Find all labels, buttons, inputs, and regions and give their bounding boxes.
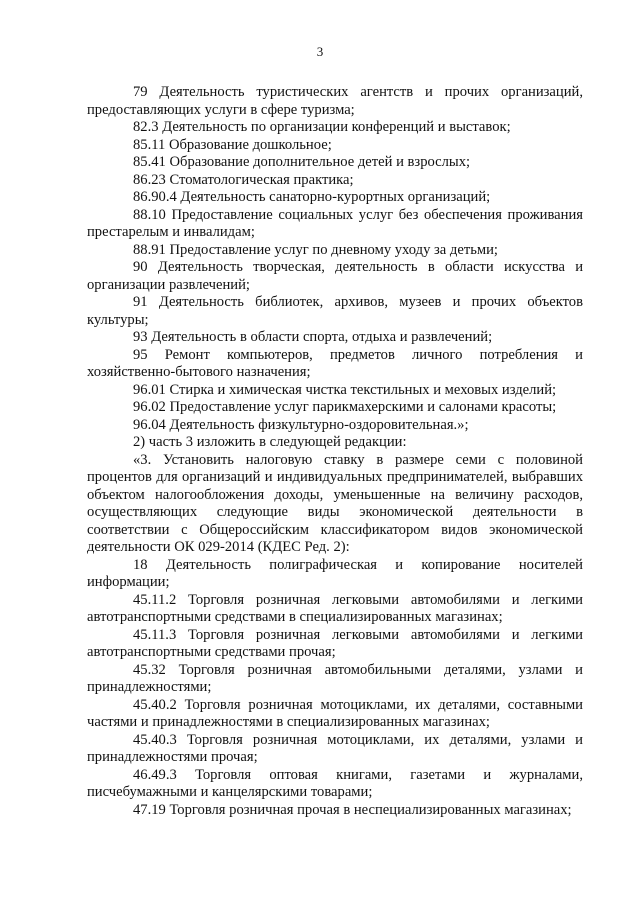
paragraph: 45.40.3 Торговля розничная мотоциклами, их деталями, узлами и принадлежностями прочая; [87, 731, 583, 765]
paragraph: 79 Деятельность туристических агентств и прочих организаций, предоставляющих услуги в сфере туризма; [87, 84, 583, 118]
paragraph: «3. Установить налоговую ставку в размере семи с половиной процентов для организаций и индивидуальных предпринимателей, выбравших объектом налогообложения доходы, уменьшенные на величину расходов, осуществляющих следующие виды экономической деятельности в соответствии с Общероссийским классификатором видов экономической деятельности ОК 029-2014 (КДЕС Ред. 2): [87, 451, 583, 555]
document-body [87, 84, 583, 819]
paragraph: 47.19 Торговля розничная прочая в неспециализированных магазинах; [133, 801, 572, 818]
paragraph: 88.91 Предоставление услуг по дневному уходу за детьми; [133, 241, 498, 258]
paragraph: 86.90.4 Деятельность санаторно-курортных организаций; [133, 189, 491, 205]
paragraph: 90 Деятельность творческая, деятельность в области искусства и организации развлечений; [87, 259, 583, 293]
paragraph: 46.49.3 Торговля оптовая книгами, газетами и журналами, писчебумажными и канцелярскими товарами; [87, 766, 583, 800]
paragraph: 96.04 Деятельность физкультурно-оздоровительная.»; [133, 416, 469, 433]
paragraph: 2) часть 3 изложить в следующей редакции: [133, 434, 407, 450]
paragraph: 85.41 Образование дополнительное детей и взрослых; [133, 154, 471, 170]
paragraph: 95 Ремонт компьютеров, предметов личного потребления и хозяйственно-бытового назначения; [87, 346, 583, 380]
paragraph: 96.01 Стирка и химическая чистка текстильных и меховых изделий; [133, 381, 557, 398]
paragraph: 88.10 Предоставление социальных услуг без обеспечения проживания престарелым и инвалидам; [87, 206, 583, 240]
paragraph: 45.40.2 Торговля розничная мотоциклами, их деталями, составными частями и принадлежностями в специализированных магазинах; [87, 696, 583, 730]
paragraph: 82.3 Деятельность по организации конференций и выставок; [133, 119, 511, 135]
paragraph: 96.02 Предоставление услуг парикмахерскими и салонами красоты; [133, 399, 557, 415]
paragraph: 45.11.3 Торговля розничная легковыми автомобилями и легкими автотранспортными средствами прочая; [87, 626, 583, 660]
paragraph: 45.11.2 Торговля розничная легковыми автомобилями и легкими автотранспортными средствами в специализированных магазинах; [87, 591, 583, 625]
paragraph: 93 Деятельность в области спорта, отдыха и развлечений; [133, 329, 493, 345]
page-number: 3 [316, 44, 324, 59]
paragraph: 86.23 Стоматологическая практика; [133, 171, 354, 188]
paragraph: 91 Деятельность библиотек, архивов, музеев и прочих объектов культуры; [87, 294, 583, 328]
paragraph: 45.32 Торговля розничная автомобильными деталями, узлами и принадлежностями; [87, 661, 583, 695]
paragraph: 85.11 Образование дошкольное; [133, 136, 332, 153]
paragraph: 18 Деятельность полиграфическая и копирование носителей информации; [87, 556, 583, 590]
